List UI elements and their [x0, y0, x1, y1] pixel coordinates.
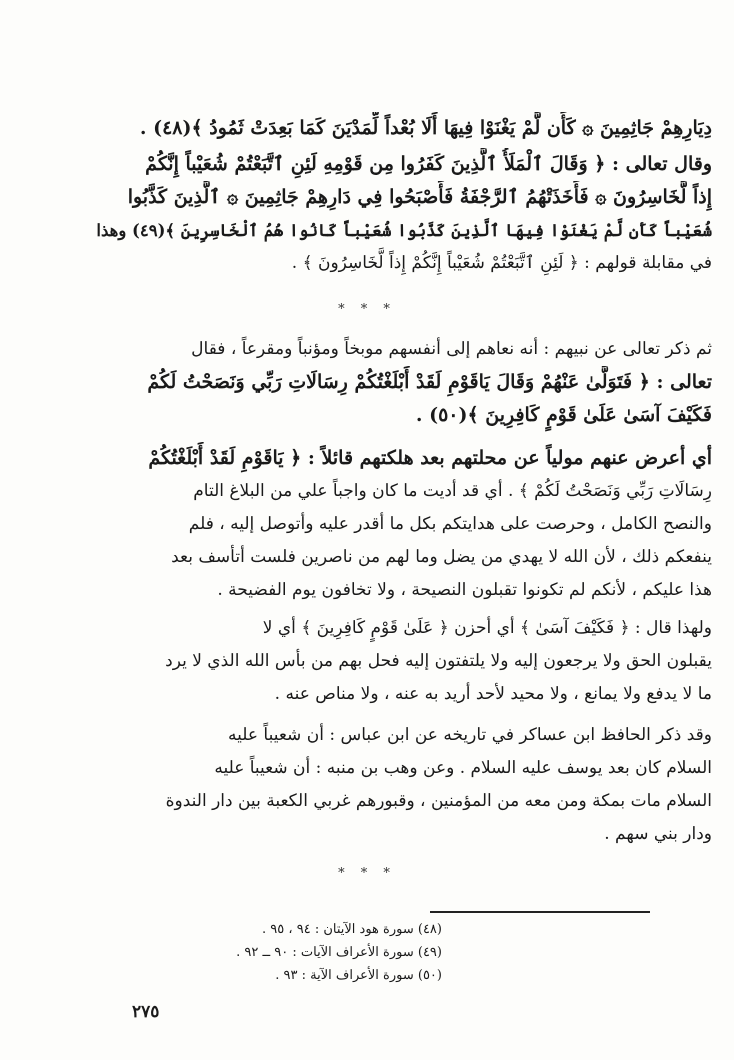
footnote-item: (٥٠) سورة الأعراف الآية : ٩٣ .: [275, 968, 442, 983]
paragraph-explanation: [92, 612, 712, 711]
text-line: دِيَارِهِمْ جَاثِمِينَ ۞ كَأَن لَّمْ يَغْنَوْا فِيهَا أَلَا بُعْداً لِّمَدْيَنَ كَمَا بَعِدَتْ ثَمُودُ ﴾(٤٨) .: [139, 117, 712, 139]
paragraph-verse-50: [92, 333, 712, 432]
footnote-item: (٤٩) سورة الأعراف الآيات : ٩٠ ــ ٩٢ .: [236, 945, 442, 960]
paragraph-verse-49: [92, 148, 712, 280]
text-line: والنصح الكامل ، وحرصت على هدايتكم بكل ما أقدر عليه وأتوصل إليه ، فلم: [188, 514, 712, 534]
text-line: تعالى : ﴿ فَتَوَلَّىٰ عَنْهُمْ وَقَالَ يَاقَوْمِ لَقَدْ أَبْلَغْتُكُمْ رِسَالَاتِ رَبِّي وَنَصَحْتُ لَكُمْ: [147, 371, 712, 393]
text-line: وقد ذكر الحافظ ابن عساكر في تاريخه عن ابن عباس : أن شعيباً عليه: [228, 725, 712, 745]
footnote-item: (٤٨) سورة هود الآيتان : ٩٤ ، ٩٥ .: [262, 922, 442, 937]
page-number: ٢٧٥: [132, 1002, 160, 1022]
text-line: ينفعكم ذلك ، لأن الله لا يهدي من يضل وما لهم من ناصرين فلست أتأسف بعد: [171, 547, 712, 567]
footnotes: [222, 918, 442, 987]
footnote-divider: [430, 911, 650, 913]
text-line: رِسَالَاتِ رَبِّي وَنَصَحْتُ لَكُمْ ﴾ . أي قد أديت ما كان واجباً علي من البلاغ التام: [193, 481, 712, 501]
text-line: السلام كان بعد يوسف عليه السلام . وعن وهب بن منبه : أن شعيباً عليه: [214, 758, 712, 778]
text-line: شُعَيْباً كَأَن لَّمْ يَغْنَوْا فِيهَا ٱلَّذِينَ كَذَّبُوا شُعَيْباً كَانُوا هُمُ ٱلْخَاسِرِينَ ﴾(٤٩) وهذا: [96, 221, 712, 240]
section-separator: * * *: [338, 302, 396, 317]
text-line: في مقابلة قولهم : ﴿ لَئِنِ ٱتَّبَعْتُمْ شُعَيْباً إِنَّكُمْ إِذاً لَّخَاسِرُونَ ﴾ .: [291, 253, 712, 273]
text-line: أي أعرض عنهم مولياً عن محلتهم بعد هلكتهم قائلاً : ﴿ يَاقَوْمِ لَقَدْ أَبْلَغْتُكُمْ: [148, 447, 712, 469]
paragraph-history: [92, 719, 712, 851]
text-line: يقبلون الحق ولا يرجعون إليه ولا يلتفتون إليه فحل بهم من بأس الله الذي لا يرد: [165, 651, 712, 671]
text-line: ولهذا قال : ﴿ فَكَيْفَ آسَىٰ ﴾ أي أحزن ﴿ عَلَىٰ قَوْمٍ كَافِرِينَ ﴾ أي لا: [262, 618, 712, 638]
text-line: وقال تعالى : ﴿ وَقَالَ ٱلْمَلَأُ ٱلَّذِينَ كَفَرُوا مِن قَوْمِهِ لَئِنِ ٱتَّبَعْتُمْ شُعَيْباً إِنَّكُمْ: [145, 153, 712, 175]
text-line: إِذاً لَّخَاسِرُونَ ۞ فَأَخَذَتْهُمُ ٱلرَّجْفَةُ فَأَصْبَحُوا فِي دَارِهِمْ جَاثِمِينَ ۞ ٱلَّذِينَ كَذَّبُوا: [127, 186, 712, 208]
text-line: ما لا يدفع ولا يمانع ، ولا محيد لأحد أريد به عنه ، ولا مناص عنه .: [274, 684, 712, 704]
text-line: ثم ذكر تعالى عن نبيهم : أنه نعاهم إلى أنفسهم موبخاً ومؤنباً ومقرعاً ، فقال: [191, 339, 712, 359]
paragraph-commentary: [92, 442, 712, 607]
section-separator: * * *: [338, 866, 396, 881]
text-line: ودار بني سهم .: [604, 824, 712, 844]
text-line: السلام مات بمكة ومن معه من المؤمنين ، وقبورهم غربي الكعبة بين دار الندوة: [165, 791, 712, 811]
text-line: هذا عليكم ، لأنكم لم تكونوا تقبلون النصيحة ، ولا تخافون يوم الفضيحة .: [217, 580, 712, 600]
text-line: فَكَيْفَ آسَىٰ عَلَىٰ قَوْمٍ كَافِرِينَ ﴾(٥٠) .: [415, 404, 712, 426]
paragraph-verse-48: [92, 112, 712, 145]
